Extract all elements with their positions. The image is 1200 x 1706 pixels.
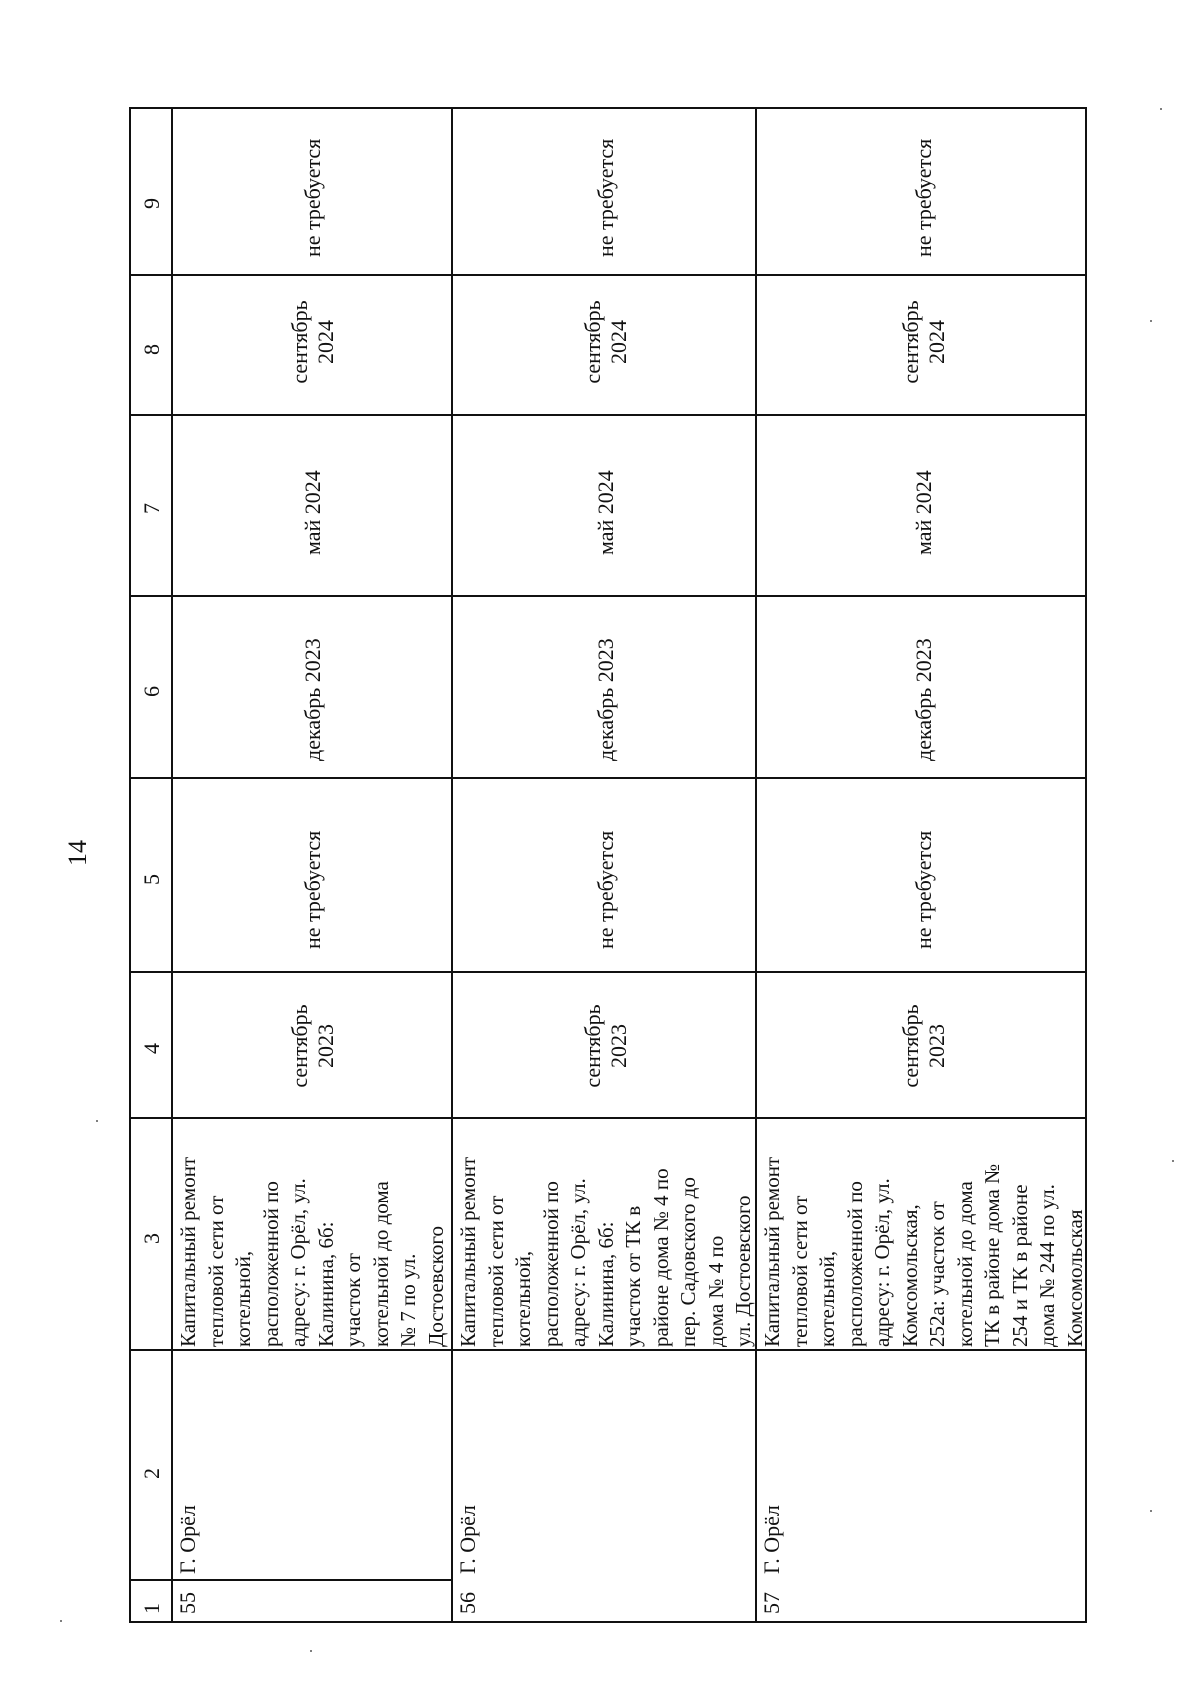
row-col4: сентябрь 2023	[580, 1004, 631, 1088]
row-col7: май 2024	[300, 470, 325, 555]
header-col-2: 2	[139, 1468, 164, 1479]
row-col7: май 2024	[911, 470, 936, 555]
row-col7: май 2024	[593, 470, 618, 555]
row-divider	[451, 109, 453, 1621]
scan-speck	[1172, 1160, 1174, 1162]
row-number: 57	[759, 1592, 784, 1614]
row-description: Капитальный ремонт тепловой сети от котельной, расположенной по адресу: г. Орёл, ул. Калинина, 6б: участок от ТК в районе дома № 4 по пер. Садовского до дома № 4 по ул. Достоевского	[456, 1156, 755, 1347]
col-divider	[131, 274, 1085, 276]
row-col8: сентябрь 2024	[287, 300, 338, 384]
row-col9: не требуется	[911, 138, 936, 257]
header-col-3: 3	[139, 1233, 164, 1244]
col-divider	[131, 1579, 451, 1581]
row-col5: не требуется	[593, 830, 618, 949]
row-col6: декабрь 2023	[300, 638, 325, 761]
header-col-9: 9	[139, 198, 164, 209]
scan-speck	[1150, 1510, 1152, 1512]
row-number: 56	[455, 1592, 480, 1614]
row-col9: не требуется	[300, 138, 325, 257]
row-col9: не требуется	[593, 138, 618, 257]
data-table	[129, 107, 1087, 1623]
row-city: Г. Орёл	[175, 1505, 200, 1574]
scan-speck	[1150, 320, 1152, 322]
row-col5: не требуется	[911, 830, 936, 949]
header-col-6: 6	[139, 686, 164, 697]
row-divider	[755, 109, 757, 1621]
col-divider	[131, 1117, 1085, 1119]
col-divider	[131, 971, 1085, 973]
col-divider	[131, 414, 1085, 416]
row-number: 55	[175, 1592, 200, 1614]
scan-speck	[60, 1620, 62, 1622]
row-description: Капитальный ремонт тепловой сети от котельной, расположенной по адресу: г. Орёл, ул. Комсомольская, 252а: участок от котельной до дома ТК в районе дома № 254 и ТК в районе дома № 244 по ул. Комсомольская	[760, 1156, 1087, 1347]
header-col-8: 8	[139, 344, 164, 355]
header-col-4: 4	[139, 1043, 164, 1054]
row-col8: сентябрь 2024	[898, 300, 949, 384]
scan-speck	[1160, 108, 1162, 110]
header-col-7: 7	[139, 503, 164, 514]
row-col5: не требуется	[300, 830, 325, 949]
row-description: Капитальный ремонт тепловой сети от котельной, расположенной по адресу: г. Орёл, ул. Калинина, 6б: участок от котельной до дома № 7 по ул. Достоевского	[176, 1156, 448, 1347]
page-number: 14	[63, 840, 92, 866]
scan-speck	[96, 1120, 98, 1122]
row-city: Г. Орёл	[759, 1505, 784, 1574]
col-divider	[131, 1349, 1085, 1351]
header-col-5: 5	[139, 874, 164, 885]
row-divider	[171, 109, 173, 1621]
row-col4: сентябрь 2023	[287, 1004, 338, 1088]
col-divider	[131, 595, 1085, 597]
header-col-1: 1	[139, 1603, 164, 1614]
row-col6: декабрь 2023	[593, 638, 618, 761]
row-col4: сентябрь 2023	[898, 1004, 949, 1088]
scan-speck	[310, 1650, 312, 1652]
row-col8: сентябрь 2024	[580, 300, 631, 384]
row-city: Г. Орёл	[455, 1505, 480, 1574]
col-divider	[131, 777, 1085, 779]
row-col6: декабрь 2023	[911, 638, 936, 761]
